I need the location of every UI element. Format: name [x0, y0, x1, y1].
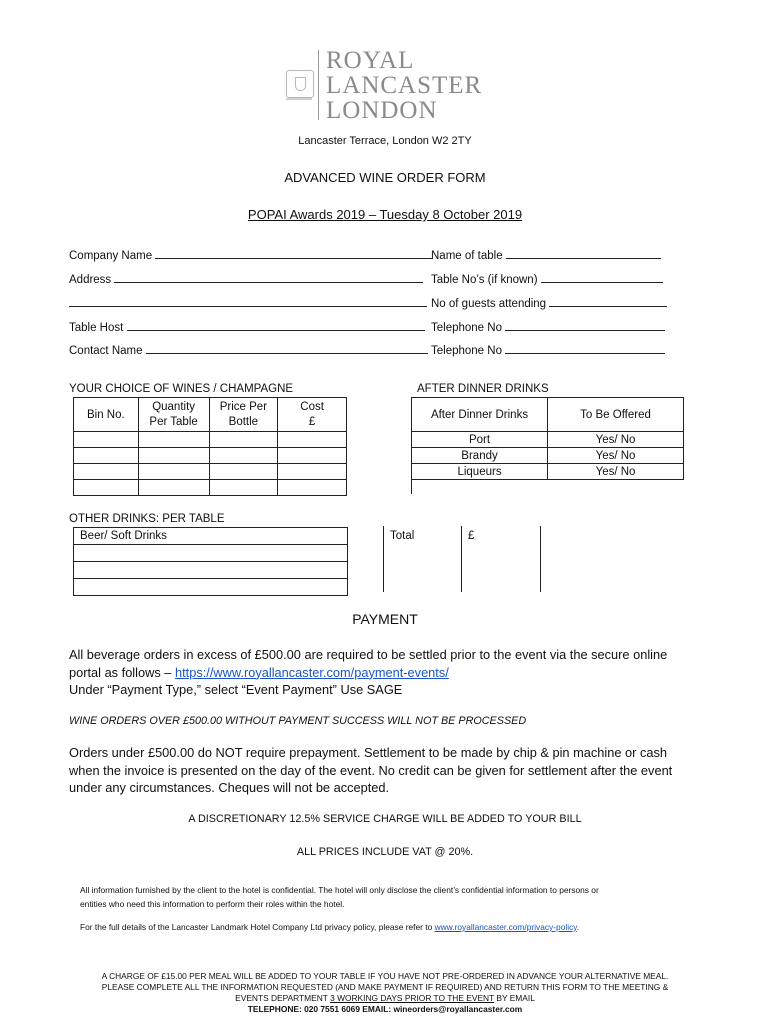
after-dinner-table-edge	[411, 479, 412, 494]
table-nos-label: Table No’s (if known)	[431, 274, 538, 286]
payment-line-3: Under “Payment Type,” select “Event Payment” Use SAGE	[69, 682, 403, 697]
wine-cell[interactable]	[74, 480, 139, 496]
payment-portal-link[interactable]: https://www.royallancaster.com/payment-events/	[174, 664, 449, 680]
footer-line-2: PLEASE COMPLETE ALL THE INFORMATION REQUESTED (AND MAKE PAYMENT IF REQUIRED) AND RETURN THIS FORM TO THE MEETING &	[101, 982, 669, 992]
logo-divider	[318, 50, 319, 120]
crest-divider	[286, 98, 312, 100]
address-blank[interactable]	[114, 272, 423, 283]
company-name-blank[interactable]	[155, 248, 433, 259]
other-drinks-heading: OTHER DRINKS: PER TABLE	[69, 513, 225, 525]
col-cost-line1: Cost	[300, 400, 324, 413]
beer-soft-drinks-cell[interactable]: Beer/ Soft Drinks	[74, 528, 348, 545]
wines-header-row	[74, 398, 347, 432]
offered-brandy[interactable]: Yes/ No	[548, 448, 684, 464]
telephone-1-field[interactable]	[431, 320, 665, 334]
col-to-be-offered: To Be Offered	[548, 398, 684, 432]
other-drinks-cell[interactable]	[74, 579, 348, 596]
col-cost-line2: £	[308, 415, 316, 428]
event-title-text: POPAI Awards 2019 – Tuesday 8 October 2019	[247, 207, 523, 222]
drink-port: Port	[412, 432, 548, 448]
telephone-2-blank[interactable]	[505, 343, 665, 354]
payment-paragraph-1	[69, 646, 689, 699]
privacy-line-2: entities who need this information to perform their roles within the hotel.	[80, 899, 345, 909]
address-label: Address	[69, 274, 112, 286]
form-title: ADVANCED WINE ORDER FORM	[284, 170, 486, 185]
service-charge-note: A DISCRETIONARY 12.5% SERVICE CHARGE WILL BE ADDED TO YOUR BILL	[188, 813, 582, 825]
privacy-line-1: All information furnished by the client to the hotel is confidential. The hotel will only disclose the client’s confidential information to persons or	[80, 885, 599, 895]
after-dinner-header-row	[412, 398, 684, 432]
payment-line-2-text: portal as follows –	[69, 664, 175, 680]
payment-paragraph-2	[69, 744, 689, 797]
footer-deadline: 3 WORKING DAYS PRIOR TO THE EVENT	[330, 993, 495, 1003]
address-line-2-field[interactable]	[69, 296, 427, 310]
prepayment-line-3: under any circumstances. Cheques will not be accepted.	[69, 780, 390, 795]
wine-cell[interactable]	[138, 464, 209, 480]
telephone-1-blank[interactable]	[505, 320, 665, 331]
wine-cell[interactable]	[74, 448, 139, 464]
wine-cell[interactable]	[278, 464, 347, 480]
other-drinks-cell[interactable]	[74, 562, 348, 579]
col-cost	[278, 398, 347, 432]
drink-brandy: Brandy	[412, 448, 548, 464]
wines-heading: YOUR CHOICE OF WINES / CHAMPAGNE	[69, 383, 294, 395]
wine-cell[interactable]	[209, 480, 278, 496]
total-label: Total	[390, 530, 415, 542]
hotel-address: Lancaster Terrace, London W2 2TY	[298, 135, 472, 147]
payment-heading: PAYMENT	[352, 611, 418, 627]
offered-port[interactable]: Yes/ No	[548, 432, 684, 448]
table-host-label: Table Host	[69, 322, 124, 334]
footer-line-1: A CHARGE OF £15.00 PER MEAL WILL BE ADDED TO YOUR TABLE IF YOU HAVE NOT PRE-ORDERED IN ADVANCE YOUR ALTERNATIVE MEAL.	[101, 971, 669, 981]
wine-cell[interactable]	[74, 464, 139, 480]
vat-note: ALL PRICES INCLUDE VAT @ 20%.	[296, 846, 474, 858]
wine-cell[interactable]	[278, 480, 347, 496]
col-quantity	[138, 398, 209, 432]
table-host-blank[interactable]	[127, 320, 425, 331]
name-of-table-field[interactable]	[431, 248, 661, 262]
footer-contact: TELEPHONE: 020 7551 6069 EMAIL: wineorders@royallancaster.com	[247, 1004, 523, 1014]
logo-line-london: LONDON	[326, 97, 438, 124]
logo-line-royal: ROYAL	[326, 47, 415, 74]
payment-warning: WINE ORDERS OVER £500.00 WITHOUT PAYMENT SUCCESS WILL NOT BE PROCESSED	[69, 715, 527, 727]
telephone-1-label: Telephone No	[431, 322, 502, 334]
footer-line-3a: EVENTS DEPARTMENT	[235, 993, 331, 1003]
telephone-2-field[interactable]	[431, 343, 665, 357]
event-title	[0, 207, 770, 222]
payment-line-2	[69, 664, 689, 682]
telephone-2-label: Telephone No	[431, 345, 502, 357]
col-price-line2: Bottle	[228, 415, 259, 428]
contact-name-label: Contact Name	[69, 345, 143, 357]
offered-liqueurs[interactable]: Yes/ No	[548, 464, 684, 480]
prepayment-line-1: Orders under £500.00 do NOT require prepayment. Settlement to be made by chip & pin machine or cash	[69, 745, 667, 760]
other-drinks-row[interactable]	[74, 579, 348, 596]
wine-cell[interactable]	[74, 432, 139, 448]
footer-notice	[60, 971, 710, 1015]
after-dinner-row-liqueurs[interactable]	[412, 464, 684, 480]
other-drinks-cell[interactable]	[74, 545, 348, 562]
col-after-dinner-drinks: After Dinner Drinks	[412, 398, 548, 432]
wine-cell[interactable]	[278, 448, 347, 464]
company-name-field[interactable]	[69, 248, 433, 262]
footer-line-3	[60, 993, 710, 1004]
other-drinks-table	[73, 527, 348, 596]
drink-liqueurs: Liqueurs	[412, 464, 548, 480]
privacy-line-3-end: .	[576, 922, 580, 932]
wine-cell[interactable]	[138, 432, 209, 448]
wine-row[interactable]	[74, 432, 347, 448]
privacy-notice	[80, 883, 700, 911]
wine-cell[interactable]	[138, 448, 209, 464]
hotel-logo	[286, 46, 486, 126]
payment-line-1: All beverage orders in excess of £500.00 are required to be settled prior to the event via the secure online	[69, 647, 668, 662]
wine-cell[interactable]	[209, 448, 278, 464]
after-dinner-table	[411, 397, 684, 480]
col-bin-no: Bin No.	[74, 398, 139, 432]
privacy-line-3: For the full details of the Lancaster Landmark Hotel Company Ltd privacy policy, please refer to	[80, 922, 435, 932]
other-drinks-row[interactable]	[74, 562, 348, 579]
total-currency: £	[468, 530, 475, 542]
after-dinner-row-brandy[interactable]	[412, 448, 684, 464]
other-drinks-row[interactable]	[74, 545, 348, 562]
table-host-field[interactable]	[69, 320, 425, 334]
total-right-rule	[540, 526, 541, 592]
wine-row[interactable]	[74, 448, 347, 464]
col-quantity-line1: Quantity	[152, 400, 196, 413]
table-nos-blank[interactable]	[541, 272, 663, 283]
wines-table	[73, 397, 347, 496]
wine-row[interactable]	[74, 480, 347, 496]
no-of-guests-field[interactable]	[431, 296, 667, 310]
contact-name-blank[interactable]	[146, 343, 428, 354]
privacy-policy-link[interactable]: www.royallancaster.com/privacy-policy	[434, 922, 577, 932]
logo-line-lancaster: LANCASTER	[326, 72, 483, 99]
crest-icon	[286, 70, 314, 98]
name-of-table-label: Name of table	[431, 250, 503, 262]
other-drinks-row[interactable]	[74, 528, 348, 545]
address-line-2-blank[interactable]	[69, 296, 427, 307]
privacy-policy-note	[80, 920, 700, 934]
after-dinner-heading: AFTER DINNER DRINKS	[417, 383, 549, 395]
no-of-guests-blank[interactable]	[549, 296, 667, 307]
total-mid-rule	[461, 526, 462, 592]
after-dinner-row-port[interactable]	[412, 432, 684, 448]
wine-cell[interactable]	[138, 480, 209, 496]
col-price-line1: Price Per	[219, 400, 268, 413]
wine-cell[interactable]	[209, 464, 278, 480]
name-of-table-blank[interactable]	[506, 248, 661, 259]
table-nos-field[interactable]	[431, 272, 663, 286]
contact-name-field[interactable]	[69, 343, 428, 357]
col-quantity-line2: Per Table	[149, 415, 198, 428]
footer-line-3c: BY EMAIL	[494, 993, 535, 1003]
wine-cell[interactable]	[278, 432, 347, 448]
total-left-rule	[383, 526, 384, 592]
company-name-label: Company Name	[69, 250, 153, 262]
address-field[interactable]	[69, 272, 423, 286]
wine-cell[interactable]	[209, 432, 278, 448]
col-price	[209, 398, 278, 432]
no-of-guests-label: No of guests attending	[431, 298, 547, 310]
prepayment-line-2: when the invoice is presented on the day of the event. No credit can be given for settlement after the event	[69, 762, 673, 778]
wine-row[interactable]	[74, 464, 347, 480]
